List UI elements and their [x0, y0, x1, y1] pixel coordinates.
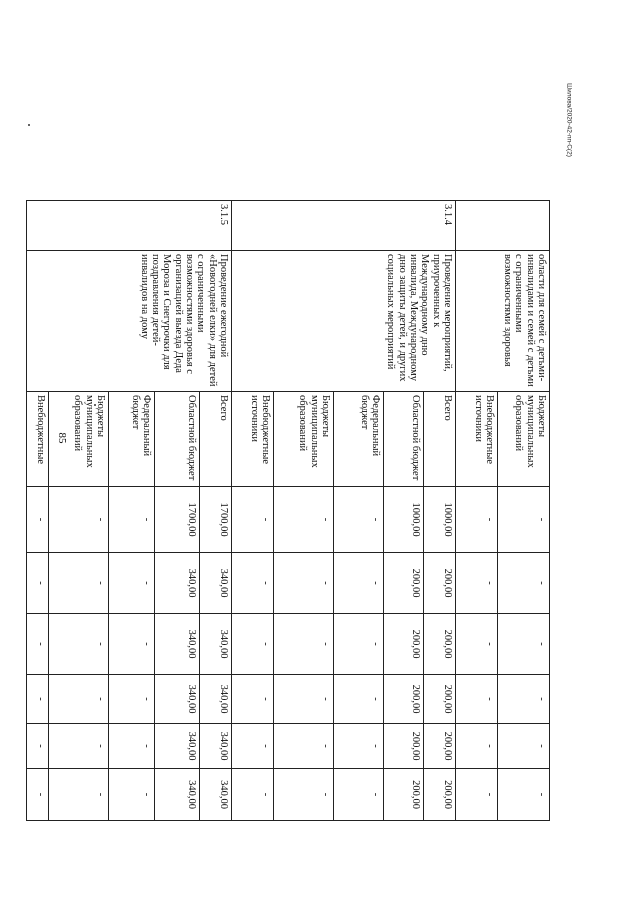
year-amount-cell: -	[498, 769, 550, 821]
year-amount-cell: 200,00	[384, 769, 424, 821]
year-amount-cell: -	[456, 553, 498, 614]
funding-source-cell: Областной бюджет	[384, 392, 424, 487]
page-number: 85	[56, 432, 68, 444]
year-amount-cell: -	[109, 553, 155, 614]
year-amount-cell: -	[232, 675, 274, 724]
year-amount-cell: 340,00	[200, 769, 232, 821]
total-amount-cell: -	[27, 487, 49, 553]
year-amount-cell: -	[232, 769, 274, 821]
funding-source-cell: Федеральный бюджет	[334, 392, 384, 487]
year-amount-cell: -	[109, 769, 155, 821]
table-body	[27, 201, 550, 821]
event-code-cell	[456, 201, 550, 251]
year-amount-cell: 200,00	[424, 614, 456, 675]
year-amount-cell: -	[498, 724, 550, 769]
year-amount-cell: -	[27, 675, 49, 724]
year-amount-cell: -	[232, 614, 274, 675]
event-description-cell: Проведение ежегодной «Новогодней елки» для детей с ограниченными возможностями здоровья с организацией выезда Деда Мороза и Снегурочки для поздравления детей-инвалидов на дому	[27, 251, 232, 392]
total-amount-cell: -	[498, 487, 550, 553]
table-row	[424, 201, 456, 821]
year-amount-cell: 340,00	[155, 769, 200, 821]
year-amount-cell: -	[109, 724, 155, 769]
funding-source-cell: Бюджеты муниципальных образований	[498, 392, 550, 487]
year-amount-cell: -	[49, 724, 109, 769]
document-stamp: Шилова/2020-42-пп-C(2)	[565, 83, 573, 157]
funding-source-cell: Всего	[424, 392, 456, 487]
total-amount-cell: -	[456, 487, 498, 553]
event-description-cell: области для семей с детьми-инвалидами и семей с детьми с ограниченными возможностями здоровья	[456, 251, 550, 392]
year-amount-cell: 340,00	[155, 553, 200, 614]
year-amount-cell: -	[274, 614, 334, 675]
year-amount-cell: -	[456, 675, 498, 724]
table-row	[200, 201, 232, 821]
event-code-cell: 3.1.5	[27, 201, 232, 251]
year-amount-cell: -	[498, 614, 550, 675]
year-amount-cell: 200,00	[384, 614, 424, 675]
year-amount-cell: -	[456, 769, 498, 821]
year-amount-cell: 340,00	[155, 614, 200, 675]
scan-speck	[28, 124, 30, 126]
total-amount-cell: -	[334, 487, 384, 553]
year-amount-cell: -	[49, 769, 109, 821]
year-amount-cell: -	[109, 675, 155, 724]
year-amount-cell: -	[49, 614, 109, 675]
year-amount-cell: 340,00	[200, 614, 232, 675]
year-amount-cell: 340,00	[200, 675, 232, 724]
funding-source-cell: Бюджеты муниципальных образований	[274, 392, 334, 487]
year-amount-cell: -	[334, 675, 384, 724]
year-amount-cell: -	[274, 724, 334, 769]
total-amount-cell: -	[109, 487, 155, 553]
total-amount-cell: -	[232, 487, 274, 553]
year-amount-cell: 200,00	[384, 675, 424, 724]
year-amount-cell: -	[334, 553, 384, 614]
total-amount-cell: 1700,00	[155, 487, 200, 553]
year-amount-cell: -	[498, 675, 550, 724]
year-amount-cell: 340,00	[200, 724, 232, 769]
year-amount-cell: -	[49, 553, 109, 614]
year-amount-cell: -	[109, 614, 155, 675]
total-amount-cell: 1000,00	[384, 487, 424, 553]
year-amount-cell: -	[456, 724, 498, 769]
budget-table	[26, 200, 550, 821]
year-amount-cell: 340,00	[155, 724, 200, 769]
total-amount-cell: 1700,00	[200, 487, 232, 553]
year-amount-cell: -	[456, 614, 498, 675]
funding-source-cell: Внебюджетные	[27, 392, 49, 487]
year-amount-cell: -	[274, 553, 334, 614]
year-amount-cell: -	[232, 553, 274, 614]
year-amount-cell: -	[27, 724, 49, 769]
year-amount-cell: -	[274, 675, 334, 724]
year-amount-cell: 200,00	[424, 769, 456, 821]
event-description-cell: Проведение мероприятий, приуроченных к Международному дню инвалида, Международному дню защиты детей, и других социальных мероприятий	[232, 251, 456, 392]
year-amount-cell: -	[498, 553, 550, 614]
year-amount-cell: -	[27, 614, 49, 675]
year-amount-cell: -	[27, 553, 49, 614]
funding-source-cell: Областной бюджет	[155, 392, 200, 487]
year-amount-cell: 200,00	[424, 675, 456, 724]
year-amount-cell: 200,00	[384, 724, 424, 769]
year-amount-cell: -	[334, 614, 384, 675]
total-amount-cell: -	[49, 487, 109, 553]
year-amount-cell: -	[274, 769, 334, 821]
table-row	[498, 201, 550, 821]
total-amount-cell: 1000,00	[424, 487, 456, 553]
year-amount-cell: 200,00	[424, 553, 456, 614]
year-amount-cell: -	[334, 769, 384, 821]
year-amount-cell: -	[27, 769, 49, 821]
year-amount-cell: -	[334, 724, 384, 769]
year-amount-cell: -	[232, 724, 274, 769]
funding-source-cell: Бюджеты муниципальных образований	[49, 392, 109, 487]
funding-source-cell: Федеральный бюджет	[109, 392, 155, 487]
year-amount-cell: 200,00	[424, 724, 456, 769]
funding-source-cell: Внебюджетные источники	[456, 392, 498, 487]
year-amount-cell: 340,00	[200, 553, 232, 614]
event-code-cell: 3.1.4	[232, 201, 456, 251]
year-amount-cell: -	[49, 675, 109, 724]
total-amount-cell: -	[274, 487, 334, 553]
funding-source-cell: Внебюджетные источники	[232, 392, 274, 487]
year-amount-cell: 200,00	[384, 553, 424, 614]
year-amount-cell: 340,00	[155, 675, 200, 724]
funding-source-cell: Всего	[200, 392, 232, 487]
